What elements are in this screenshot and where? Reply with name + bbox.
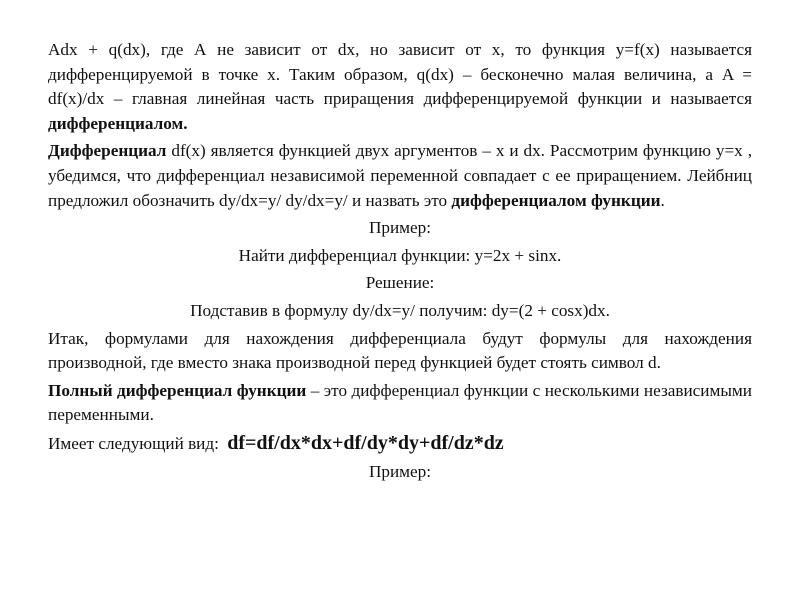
term-differential: дифференциалом.: [48, 113, 188, 133]
example-heading-2: Пример:: [368, 461, 432, 481]
formula-intro: Имеет следующий вид:: [48, 433, 219, 453]
total-differential-formula: df=df/dx*dx+df/dy*dy+df/dz*dz: [227, 431, 504, 454]
example-heading: Пример:: [368, 218, 432, 238]
paragraph-derivative-formulas: Итак, формулами для нахождения дифференциала будут формулы для нахождения производной, где вместо знака производной перед функцией будет стоять символ d.: [48, 328, 752, 373]
term-differential-heading: Дифференциал: [48, 141, 167, 161]
paragraph-text: Adx + q(dx), где А не зависит от dx, но зависит от x, то функция y=f(x) называется дифференцируемой в точке x. Таким образом, q(dx) – бесконечно малая величина, а A = df(x)/dx – главная линейная часть приращения дифференцируемой функции и называется: [48, 40, 752, 109]
paragraph-total-differential: [48, 379, 752, 428]
paragraph-text: df(x) является функцией двух аргументов – x и dx. Рассмотрим функцию y=x , убедимся, что дифференциал независимой переменной совпадает с ее приращением. Лейбниц предложил обозначить dy/dx=y/ dy/dx=y/ и назвать это: [48, 141, 752, 210]
term-total-differential: Полный дифференциал функции: [48, 380, 307, 400]
solution-text: Подставив в формулу dy/dx=y/ получим: dy=(2 + cosx)dx.: [190, 300, 610, 320]
document-body: [48, 38, 752, 487]
paragraph-text: – это дифференциал функции с несколькими независимыми переменными.: [48, 380, 753, 425]
paragraph-formula: [48, 431, 752, 457]
example-task: Найти дифференциал функции: y=2x + sinx.: [238, 245, 562, 265]
punctuation: .: [660, 190, 665, 210]
paragraph-differentiability: [48, 38, 752, 136]
term-function-differential: дифференциалом функции: [451, 190, 661, 210]
paragraph-differential-definition: [48, 139, 752, 213]
solution-heading: Решение:: [365, 273, 435, 293]
